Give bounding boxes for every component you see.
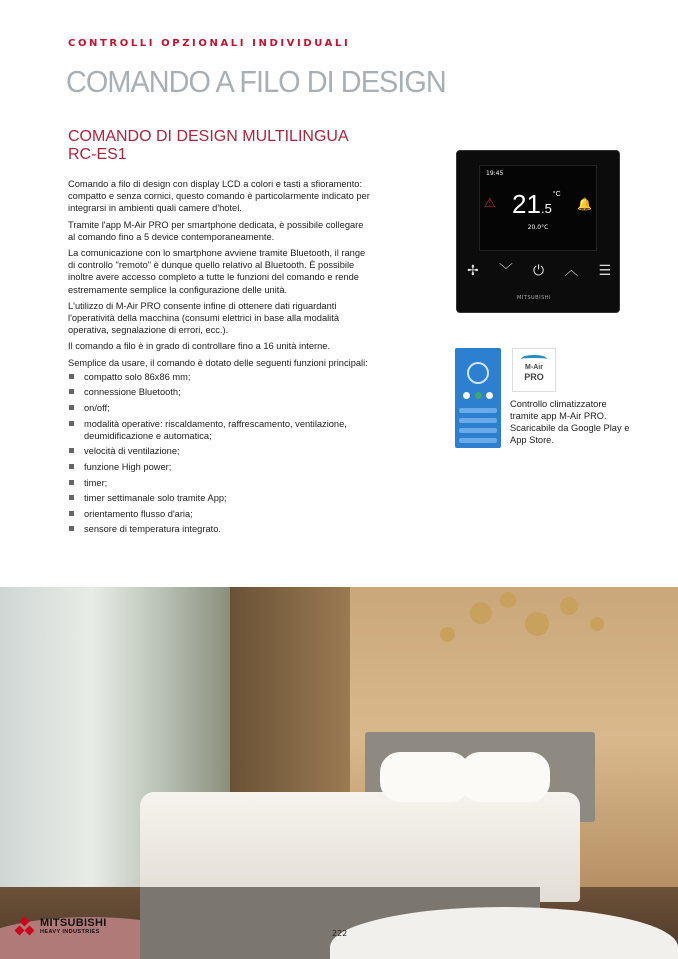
list-item: orientamento flusso d'aria; (68, 508, 373, 520)
app-dial (467, 362, 489, 384)
lcd-screen (479, 165, 597, 251)
screen-time: 19:45 (486, 170, 504, 177)
brand-name: MITSUBISHI (40, 917, 107, 929)
list-item: velocità di ventilazione; (68, 445, 373, 457)
paragraph: Tramite l'app M-Air PRO per smartphone dedicata, è possibile collegare al comando fino a 5 device contemporaneamente. (68, 219, 364, 242)
product-model: RC-ES1 (68, 146, 127, 163)
logo-pro: PRO (524, 372, 544, 382)
temp-decimal: .5 (540, 201, 552, 216)
setpoint: 20.0°C (527, 224, 549, 231)
page-number: 222 (332, 929, 348, 938)
remote-controller-image (456, 150, 620, 313)
list-item: sensore di temperatura integrato. (68, 523, 373, 535)
list-item: funzione High power; (68, 461, 373, 473)
three-diamonds-icon (14, 917, 36, 937)
feature-list (68, 371, 373, 536)
chevron-down-icon: ﹀ (498, 263, 513, 279)
temp-integer: 21 (512, 189, 541, 219)
section-kicker: CONTROLLI OPZIONALI INDIVIDUALI (68, 38, 351, 49)
chevron-up-icon: ︿ (564, 263, 579, 279)
paragraph: L'utilizzo di M-Air PRO consente infine di ottenere dati riguardanti l'operatività della macchina (consumi elettrici in base alla modalità operativa, segnalazione di errori, ecc.). (68, 300, 339, 336)
app-caption: Controllo climatizzatore tramite app M-Air PRO. Scaricabile da Google Play e App Store. (510, 399, 630, 445)
paragraph: Il comando a filo è in grado di controllare fino a 16 unità interne. (68, 341, 331, 352)
mitsubishi-logo (14, 917, 107, 937)
app-screenshot (455, 348, 501, 448)
list-item: timer settimanale solo tramite App; (68, 492, 373, 504)
list-item: connessione Bluetooth; (68, 386, 373, 398)
list-item: timer; (68, 477, 373, 489)
product-title (68, 128, 349, 164)
logo-name: M-Air (525, 364, 543, 371)
page-title: COMANDO A FILO DI DESIGN (66, 64, 446, 99)
app-buttons (463, 392, 493, 399)
roof-icon (521, 355, 547, 363)
device-brand: MITSUBISHI (517, 295, 551, 301)
power-icon: ⏻ (533, 263, 545, 279)
menu-icon: ☰ (598, 263, 611, 279)
m-air-pro-logo (512, 348, 556, 392)
paragraph: Comando a filo di design con display LCD a colori e tasti a sfioramento: compatto e senza cornici, questo comando è particolarmente indicato per integrarsi in ambienti quali camere d'hotel. (68, 179, 370, 214)
list-item: modalità operative: riscaldamento, raffrescamento, ventilazione, deumidificazione e automatica; (68, 418, 373, 442)
brand-sub: HEAVY INDUSTRIES (40, 929, 100, 935)
screen-main-row (484, 188, 592, 220)
product-title-line1: COMANDO DI DESIGN MULTILINGUA (68, 128, 349, 145)
paragraph: La comunicazione con lo smartphone avviene tramite Bluetooth, il range di controllo "remoto" è dunque quello relativo al Bluetooth. È possibile inoltre avere accesso completo a tutte le funzioni del comando e rende estremamente semplice la configurazione delle unità. (68, 248, 366, 295)
list-item: on/off; (68, 402, 373, 414)
screen-temperature (512, 190, 561, 218)
touch-keys (467, 263, 611, 279)
body-text (68, 178, 373, 539)
fan-icon: ✢ (467, 263, 479, 279)
list-item: compatto solo 86x86 mm; (68, 371, 373, 383)
temp-unit: °C (552, 191, 561, 198)
paragraph: Semplice da usare, il comando è dotato delle seguenti funzioni principali: (68, 357, 368, 368)
hotel-room-photo (0, 587, 678, 959)
warning-icon: ⚠ (484, 196, 496, 211)
bell-icon: 🔔 (577, 197, 592, 211)
